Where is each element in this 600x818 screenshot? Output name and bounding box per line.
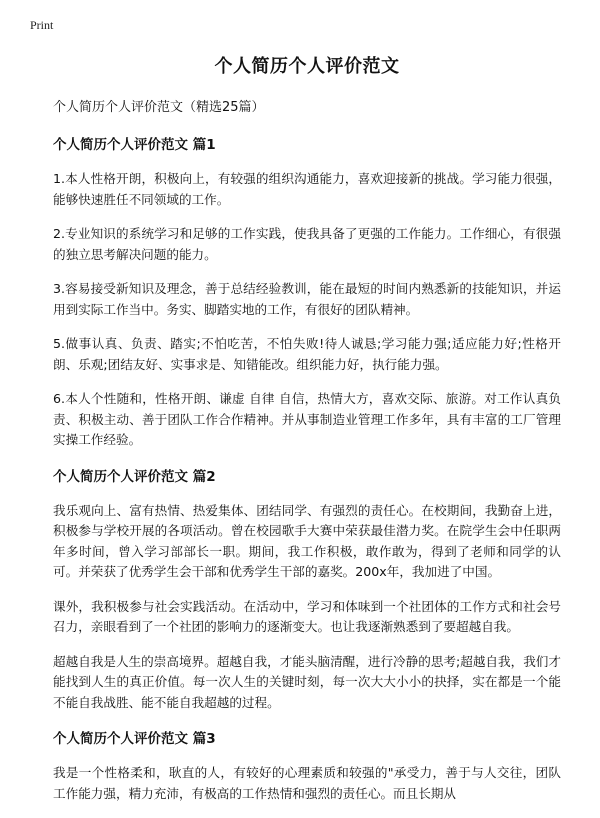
paragraph: 1.本人性格开朗，积极向上，有较强的组织沟通能力，喜欢迎接新的挑战。学习能力很强，能够快速胜任不同领域的工作。: [53, 171, 561, 207]
print-label: Print: [30, 18, 54, 32]
section-heading: 个人简历个人评价范文 篇1: [53, 137, 216, 153]
paragraph: 3.容易接受新知识及理念，善于总结经验教训，能在最短的时间内熟悉新的技能知识，并运用到实际工作当中。务实、脚踏实地的工作，有很好的团队精神。: [53, 281, 561, 317]
paragraph: 超越自我是人生的崇高境界。超越自我，才能头脑清醒，进行冷静的思考;超越自我，我们才能找到人生的真正价值。每一次人生的关键时刻，每一次大大小小的抉择，实在都是一个能不能自我战胜、能不能自我超越的过程。: [53, 653, 561, 710]
document-subtitle: 个人简历个人评价范文（精选25篇）: [53, 100, 265, 115]
paragraph: 我乐观向上、富有热情、热爱集体、团结同学、有强烈的责任心。在校期间，我勤奋上进，积极参与学校开展的各项活动。曾在校园歌手大赛中荣获最佳潜力奖。在院学生会中任职两年多时间，曾入学习部部长一职。期间，我工作积极，敢作敢为，得到了老师和同学的认可。并荣获了优秀学生会干部和优秀学生干部的嘉奖。200x年，我加进了中国。: [53, 502, 561, 579]
section-heading: 个人简历个人评价范文 篇3: [53, 731, 216, 747]
section-1: [53, 133, 561, 451]
document-page: [53, 52, 561, 818]
section-2: [53, 465, 561, 714]
section-heading: 个人简历个人评价范文 篇2: [53, 468, 216, 485]
paragraph: 我是一个性格柔和，耿直的人，有较好的心理素质和较强的"承受力，善于与人交往，团队工作能力强，精力充沛，有极高的工作热情和强烈的责任心。而且长期从: [53, 765, 561, 801]
paragraph: 2.专业知识的系统学习和足够的工作实践，使我具备了更强的工作能力。工作细心，有很强的独立思考解决问题的能力。: [53, 226, 561, 262]
section-3: [53, 727, 561, 804]
paragraph: 5.做事认真、负责、踏实;不怕吃苦，不怕失败!待人诚恳;学习能力强;适应能力好;性格开朗、乐观;团结友好、实事求是、知错能改。组织能力好，执行能力强。: [53, 336, 561, 372]
paragraph: 课外，我积极参与社会实践活动。在活动中，学习和体味到一个社团体的工作方式和社会号召力，亲眼看到了一个社团的影响力的逐渐变大。也让我逐渐熟悉到了要超越自我。: [53, 598, 561, 634]
paragraph: 6.本人个性随和，性格开朗、谦虚 自律 自信，热情大方，喜欢交际、旅游。对工作认真负责、积极主动、善于团队工作合作精神。并从事制造业管理工作多年，具有丰富的工厂管理实操工作经验。: [53, 391, 561, 447]
document-title: 个人简历个人评价范文: [214, 56, 400, 77]
